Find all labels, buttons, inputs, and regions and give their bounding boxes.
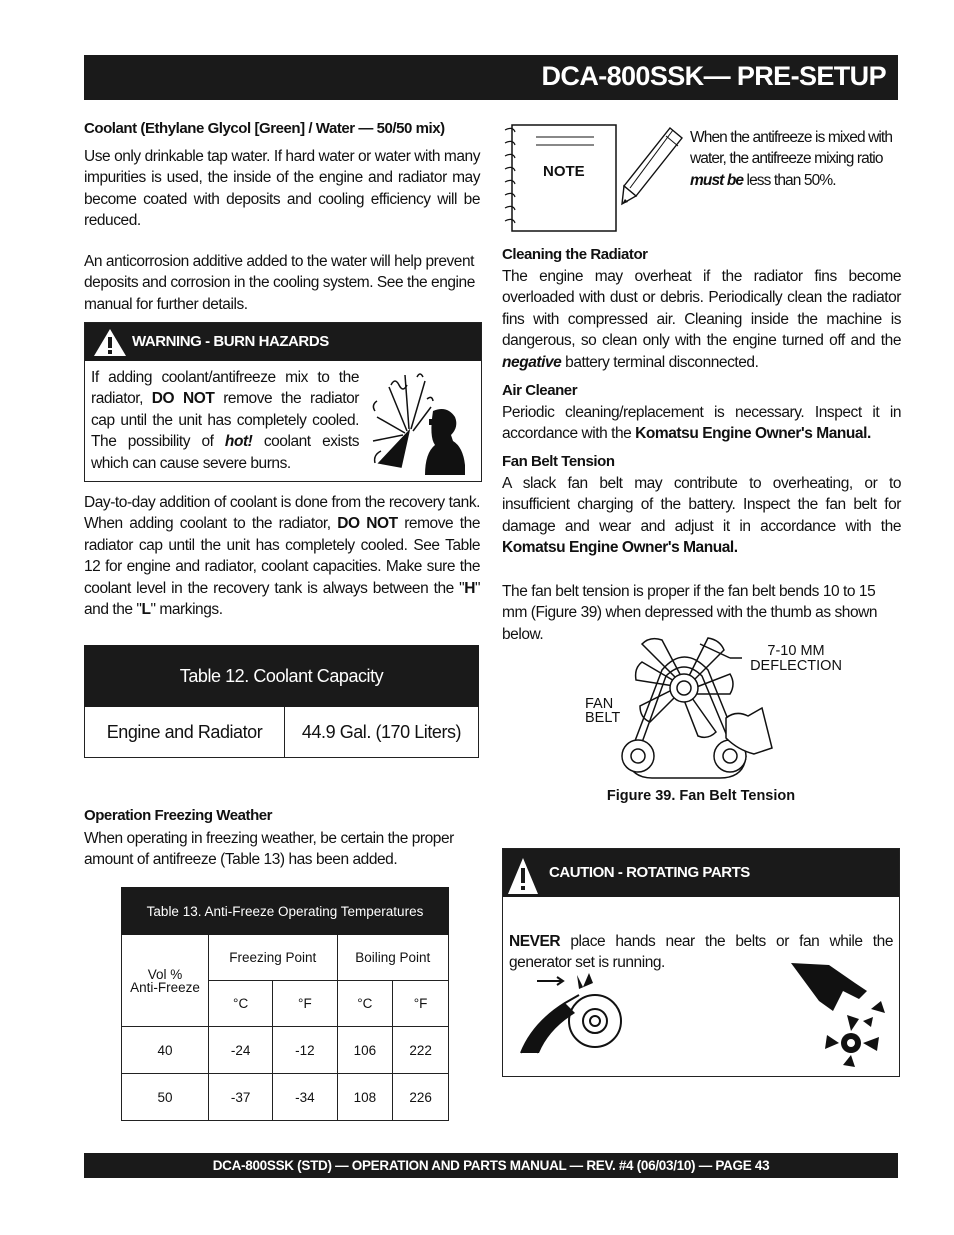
page-footer-text: DCA-800SSK (STD) — OPERATION AND PARTS MANUAL — REV. #4 (06/03/10) — PAGE 43 (212, 1158, 770, 1173)
table-cell: 108 (337, 1074, 393, 1121)
page-footer-bar (84, 1153, 898, 1178)
fan-belt-paragraph-2: The fan belt tension is proper if the fan belt bends 10 to 15 mm (Figure 39) when depressed with the thumb as shown below. (502, 583, 878, 643)
caution-rotating-parts-box (502, 848, 900, 1077)
caution-text: NEVER place hands near the belts or fan while the generator set is running. (509, 933, 893, 972)
table-cell: 222 (393, 1027, 449, 1074)
caution-header (503, 849, 899, 897)
table-cell: 40 (122, 1027, 209, 1074)
table-row (122, 1027, 449, 1074)
table-cell: -37 (209, 1074, 273, 1121)
burn-hazard-icon (369, 367, 469, 475)
table-12-coolant-capacity (84, 645, 479, 758)
radiator-heading: Cleaning the Radiator (502, 246, 648, 263)
table-13-vol-header: Vol % Anti-Freeze (122, 935, 209, 1027)
fan-belt-heading: Fan Belt Tension (502, 453, 615, 470)
coolant-paragraph-2: An anticorrosion additive added to the water will help prevent deposits and corrosion in the cooling system. See the engine manual for further details. (84, 253, 475, 313)
day-to-day-paragraph: Day-to-day addition of coolant is done from the recovery tank. When adding coolant to the radiator, DO NOT remove the radiator cap until the unit has completely cooled. See Table 12 for engine and radiator, coolant capacities. Make sure the coolant level in the recovery tank is always between the "H" and the "L" markings. (84, 494, 481, 619)
table-12-label: Engine and Radiator (85, 707, 285, 758)
figure-caption: Figure 39. Fan Belt Tension (606, 788, 796, 804)
table-13-unit: °C (337, 981, 393, 1027)
warning-header (85, 323, 481, 361)
table-cell: 226 (393, 1074, 449, 1121)
pencil-icon (620, 124, 686, 206)
table-12-title: Table 12. Coolant Capacity (85, 646, 479, 707)
freeze-heading: Operation Freezing Weather (84, 807, 273, 824)
coolant-paragraph-1: Use only drinkable tap water. If hard water or water with many impurities is used, the inside of the engine and radiator may become coated with deposits and cooling efficiency will be reduced. (84, 148, 480, 230)
note-label: NOTE (543, 163, 585, 180)
air-cleaner-paragraph: Periodic cleaning/replacement is necessary. Inspect it in accordance with the Komatsu Engine Owner's Manual. (502, 404, 901, 443)
table-13-title: Table 13. Anti-Freeze Operating Temperatures (122, 888, 449, 935)
page-title: DCA-800SSK— PRE-SETUP (541, 61, 886, 91)
warning-text: If adding coolant/antifreeze mix to the radiator, DO NOT remove the radiator cap until the unit has completely cooled. The possibility of hot! coolant exists which can cause severe burns. (91, 369, 359, 472)
table-cell: -34 (273, 1074, 337, 1121)
warning-triangle-icon (93, 328, 127, 357)
note-text: When the antifreeze is mixed with water, the antifreeze mixing ratio must be less than 50%. (690, 129, 893, 189)
table-13-anti-freeze (121, 887, 449, 1121)
fan-entanglement-icon (789, 961, 891, 1069)
table-cell: 106 (337, 1027, 393, 1074)
figure-deflection-label: 7-10 MM DEFLECTION (750, 643, 842, 674)
table-12-value: 44.9 Gal. (170 Liters) (285, 707, 479, 758)
page-header-bar (84, 55, 898, 100)
figure-fan-belt-label: FAN BELT (585, 696, 621, 726)
caution-triangle-icon (507, 857, 539, 895)
freeze-paragraph: When operating in freezing weather, be certain the proper amount of antifreeze (Table 13) has been added. (84, 830, 454, 869)
table-cell: -24 (209, 1027, 273, 1074)
table-13-unit: °C (209, 981, 273, 1027)
table-13-unit: °F (273, 981, 337, 1027)
coolant-heading: Coolant (Ethylane Glycol [Green] / Water — 50/50 mix) (84, 120, 445, 137)
caution-title: CAUTION - ROTATING PARTS (549, 864, 750, 881)
radiator-paragraph: The engine may overheat if the radiator fins become overloaded with dust or debris. Periodically clean the radiator fins with compressed air. Cleaning inside the machine is dangerous, so clean only with the engine turned off and the negative battery terminal disconnected. (502, 268, 901, 371)
warning-burn-hazards-box (84, 322, 482, 482)
air-cleaner-heading: Air Cleaner (502, 382, 578, 399)
table-cell: -12 (273, 1027, 337, 1074)
table-13-freezing-header: Freezing Point (209, 935, 338, 981)
belt-entanglement-icon (517, 969, 627, 1055)
table-row (122, 1074, 449, 1121)
table-cell: 50 (122, 1074, 209, 1121)
table-13-unit: °F (393, 981, 449, 1027)
fan-belt-paragraph-1: A slack fan belt may contribute to overheating, or to insufficient charging of the battery. Inspect the fan belt for damage and wear and adjust it in accordance with the Komatsu Engine Owner's Manual. (502, 475, 901, 557)
table-13-boiling-header: Boiling Point (337, 935, 448, 981)
warning-title: WARNING - BURN HAZARDS (132, 333, 329, 350)
